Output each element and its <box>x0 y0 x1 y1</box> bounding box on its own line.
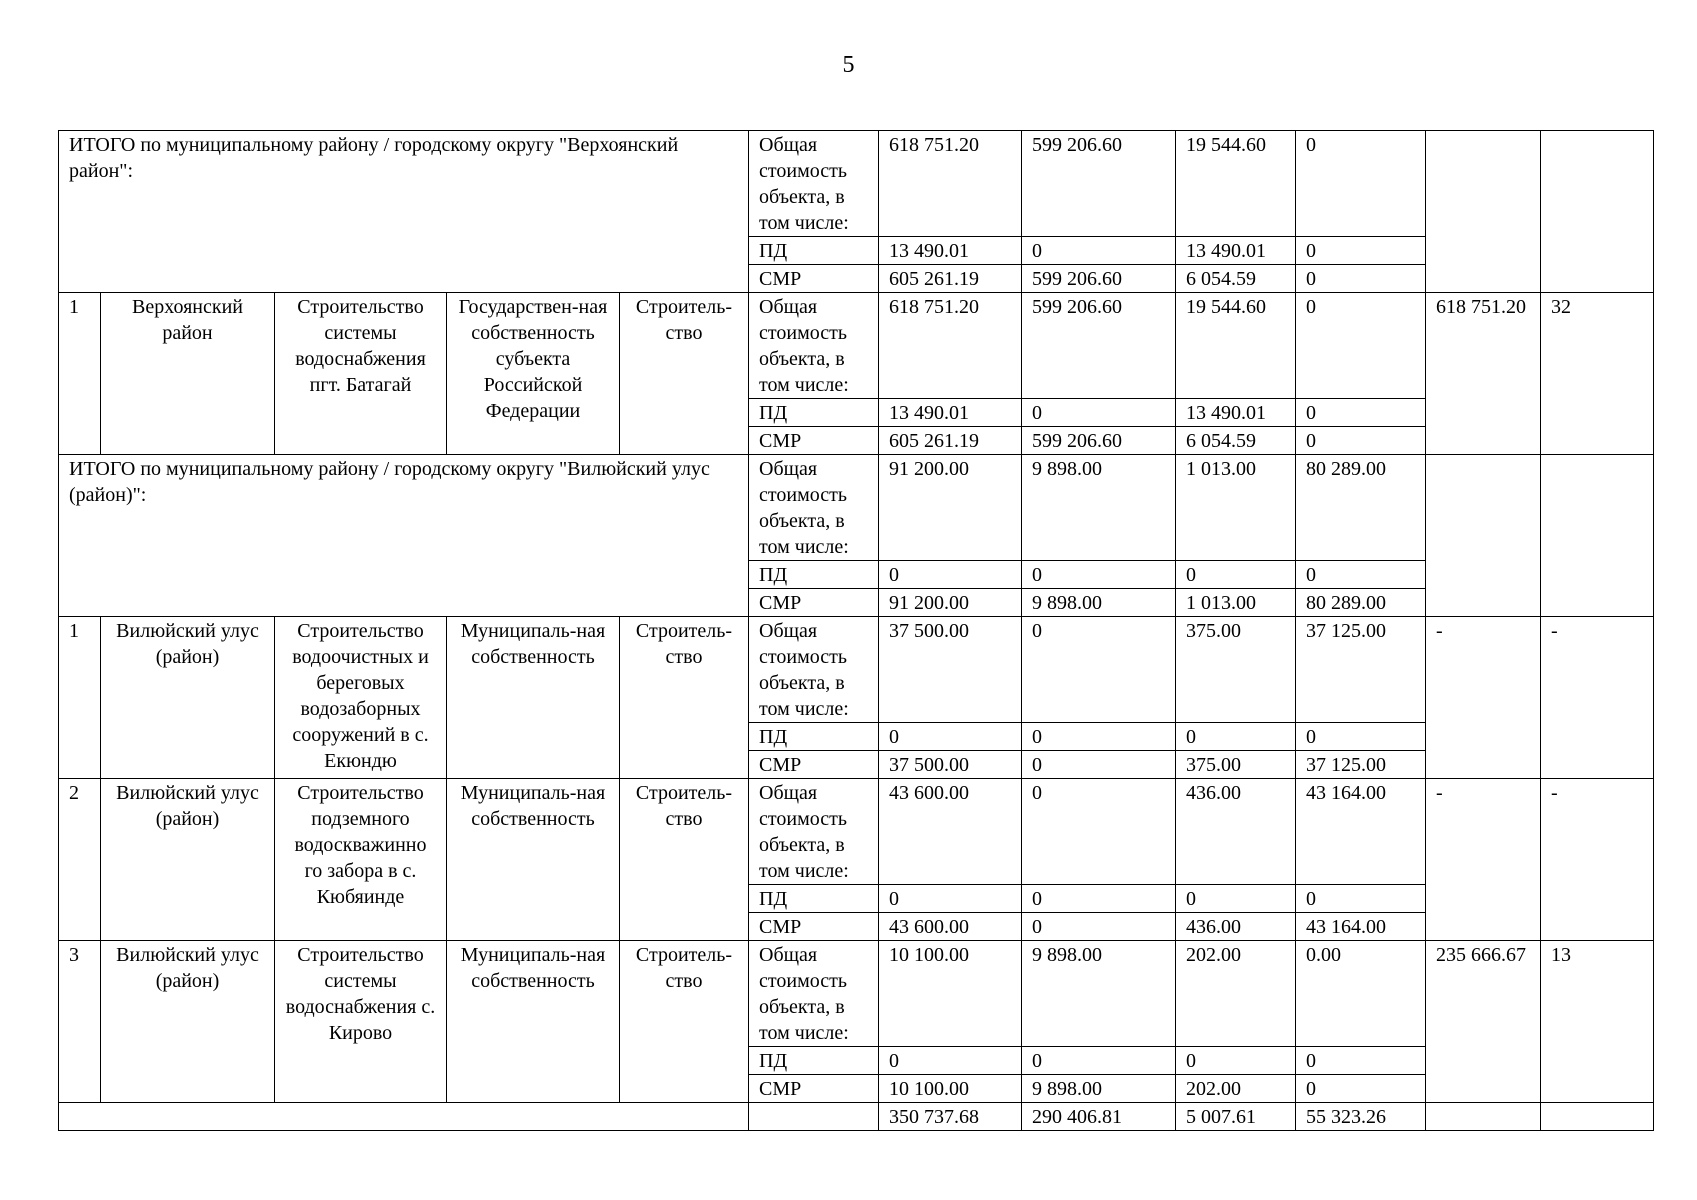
value-cell: 599 206.60 <box>1022 293 1176 399</box>
item-ownership: Муниципаль-ная собственность <box>447 617 620 779</box>
item-work-type: Строитель-ство <box>620 941 749 1103</box>
value-cell: 6 054.59 <box>1176 265 1296 293</box>
item-row <box>59 293 1654 399</box>
item-district: Вилюйский улус (район) <box>101 617 275 779</box>
value-cell: 0 <box>1022 237 1176 265</box>
value-cell: 0 <box>1022 779 1176 885</box>
value-cell: 599 206.60 <box>1022 427 1176 455</box>
section-extra-1 <box>1426 131 1541 293</box>
item-district: Вилюйский улус (район) <box>101 779 275 941</box>
row-label-total: Общая стоимость объекта, в том числе: <box>749 455 879 561</box>
item-number: 1 <box>59 293 101 455</box>
item-object: Строительство системы водоснабжения с. Кирово <box>275 941 447 1103</box>
item-ownership: Государствен-ная собственность субъекта Российской Федерации <box>447 293 620 455</box>
value-cell: 599 206.60 <box>1022 265 1176 293</box>
value-cell: 0 <box>1296 723 1426 751</box>
value-cell: 0 <box>1176 885 1296 913</box>
value-cell: 91 200.00 <box>879 589 1022 617</box>
item-number: 3 <box>59 941 101 1103</box>
value-cell: 0 <box>1022 617 1176 723</box>
value-cell: 0 <box>1176 723 1296 751</box>
value-cell: 436.00 <box>1176 913 1296 941</box>
value-cell: 0 <box>879 723 1022 751</box>
item-extra-1: 235 666.67 <box>1426 941 1541 1103</box>
value-cell: 350 737.68 <box>879 1103 1022 1131</box>
value-cell: 10 100.00 <box>879 1075 1022 1103</box>
value-cell: 0 <box>1022 751 1176 779</box>
value-cell: 43 600.00 <box>879 913 1022 941</box>
row-label-total: Общая стоимость объекта, в том числе: <box>749 941 879 1047</box>
value-cell: 0 <box>1296 561 1426 589</box>
row-label-pd: ПД <box>749 399 879 427</box>
value-cell: 13 490.01 <box>1176 237 1296 265</box>
value-cell: 19 544.60 <box>1176 131 1296 237</box>
value-cell: 0 <box>1176 1047 1296 1075</box>
value-cell: 0 <box>1022 399 1176 427</box>
value-cell: 436.00 <box>1176 779 1296 885</box>
row-label-total: Общая стоимость объекта, в том числе: <box>749 131 879 237</box>
value-cell: 0 <box>1022 885 1176 913</box>
page-number: 5 <box>842 52 855 78</box>
row-label-smr: СМР <box>749 427 879 455</box>
value-cell: 0 <box>1022 913 1176 941</box>
item-object: Строительство подземного водоскважинно го забора в с. Кюбяинде <box>275 779 447 941</box>
item-extra-1: - <box>1426 779 1541 941</box>
item-work-type: Строитель-ство <box>620 293 749 455</box>
value-cell: 6 054.59 <box>1176 427 1296 455</box>
item-row <box>59 941 1654 1047</box>
section-title: ИТОГО по муниципальному району / городскому округу "Вилюйский улус (район)": <box>59 455 749 617</box>
item-extra-1: 618 751.20 <box>1426 293 1541 455</box>
value-cell: 9 898.00 <box>1022 589 1176 617</box>
value-cell: 0 <box>1022 561 1176 589</box>
value-cell: 19 544.60 <box>1176 293 1296 399</box>
value-cell: 375.00 <box>1176 617 1296 723</box>
value-cell: 0 <box>1296 427 1426 455</box>
value-cell: 202.00 <box>1176 941 1296 1047</box>
row-label-total: Общая стоимость объекта, в том числе: <box>749 293 879 399</box>
row-label-total: Общая стоимость объекта, в том числе: <box>749 779 879 885</box>
item-district: Вилюйский улус (район) <box>101 941 275 1103</box>
section-extra-2 <box>1541 455 1654 617</box>
value-cell: 37 125.00 <box>1296 751 1426 779</box>
value-cell: 0 <box>1296 237 1426 265</box>
value-cell: 43 164.00 <box>1296 913 1426 941</box>
item-extra-2: - <box>1541 779 1654 941</box>
value-cell: 0 <box>1296 131 1426 237</box>
value-cell: 91 200.00 <box>879 455 1022 561</box>
row-label-smr: СМР <box>749 1075 879 1103</box>
row-label-pd: ПД <box>749 885 879 913</box>
row-label-pd: ПД <box>749 1047 879 1075</box>
row-label-smr: СМР <box>749 751 879 779</box>
item-extra-1: - <box>1426 617 1541 779</box>
value-cell: 0 <box>1176 561 1296 589</box>
investment-objects-table <box>58 130 1654 1131</box>
section-extra-2 <box>1541 131 1654 293</box>
value-cell: 599 206.60 <box>1022 131 1176 237</box>
value-cell: 43 164.00 <box>1296 779 1426 885</box>
value-cell: 5 007.61 <box>1176 1103 1296 1131</box>
item-row <box>59 779 1654 885</box>
value-cell: 290 406.81 <box>1022 1103 1176 1131</box>
value-cell: 13 490.01 <box>879 399 1022 427</box>
grand-total-empty <box>749 1103 879 1131</box>
value-cell: 13 490.01 <box>879 237 1022 265</box>
item-ownership: Муниципаль-ная собственность <box>447 941 620 1103</box>
value-cell: 43 600.00 <box>879 779 1022 885</box>
value-cell: 0 <box>879 1047 1022 1075</box>
value-cell: 1 013.00 <box>1176 589 1296 617</box>
item-number: 1 <box>59 617 101 779</box>
value-cell: 80 289.00 <box>1296 455 1426 561</box>
value-cell: 605 261.19 <box>879 427 1022 455</box>
section-title: ИТОГО по муниципальному району / городскому округу "Верхоянский район": <box>59 131 749 293</box>
value-cell: 375.00 <box>1176 751 1296 779</box>
item-extra-2: - <box>1541 617 1654 779</box>
value-cell: 37 500.00 <box>879 751 1022 779</box>
value-cell: 9 898.00 <box>1022 941 1176 1047</box>
item-ownership: Муниципаль-ная собственность <box>447 779 620 941</box>
row-label-smr: СМР <box>749 265 879 293</box>
value-cell: 0 <box>1022 723 1176 751</box>
grand-total-extra-2 <box>1541 1103 1654 1131</box>
value-cell: 10 100.00 <box>879 941 1022 1047</box>
value-cell: 55 323.26 <box>1296 1103 1426 1131</box>
value-cell: 0 <box>1296 293 1426 399</box>
row-label-smr: СМР <box>749 589 879 617</box>
value-cell: 0 <box>1296 399 1426 427</box>
item-extra-2: 13 <box>1541 941 1654 1103</box>
section-extra-1 <box>1426 455 1541 617</box>
value-cell: 37 500.00 <box>879 617 1022 723</box>
value-cell: 9 898.00 <box>1022 455 1176 561</box>
value-cell: 202.00 <box>1176 1075 1296 1103</box>
value-cell: 0 <box>879 885 1022 913</box>
value-cell: 0 <box>1296 885 1426 913</box>
row-label-total: Общая стоимость объекта, в том числе: <box>749 617 879 723</box>
value-cell: 0 <box>1296 265 1426 293</box>
row-label-smr: СМР <box>749 913 879 941</box>
item-object: Строительство водоочистных и береговых водозаборных сооружений в с. Екюндю <box>275 617 447 779</box>
value-cell: 80 289.00 <box>1296 589 1426 617</box>
row-label-pd: ПД <box>749 723 879 751</box>
item-number: 2 <box>59 779 101 941</box>
value-cell: 9 898.00 <box>1022 1075 1176 1103</box>
value-cell: 0 <box>1296 1075 1426 1103</box>
item-work-type: Строитель-ство <box>620 779 749 941</box>
value-cell: 605 261.19 <box>879 265 1022 293</box>
value-cell: 618 751.20 <box>879 131 1022 237</box>
section-total-row <box>59 455 1654 561</box>
grand-total-extra-1 <box>1426 1103 1541 1131</box>
value-cell: 0 <box>879 561 1022 589</box>
item-work-type: Строитель-ство <box>620 617 749 779</box>
row-label-pd: ПД <box>749 237 879 265</box>
value-cell: 0 <box>1022 1047 1176 1075</box>
item-district: Верхоянский район <box>101 293 275 455</box>
grand-total-row <box>59 1103 1654 1131</box>
value-cell: 1 013.00 <box>1176 455 1296 561</box>
value-cell: 13 490.01 <box>1176 399 1296 427</box>
value-cell: 0 <box>1296 1047 1426 1075</box>
section-total-row <box>59 131 1654 237</box>
item-object: Строительство системы водоснабжения пгт. Батагай <box>275 293 447 455</box>
value-cell: 37 125.00 <box>1296 617 1426 723</box>
item-extra-2: 32 <box>1541 293 1654 455</box>
item-row <box>59 617 1654 723</box>
grand-total-label <box>59 1103 749 1131</box>
value-cell: 618 751.20 <box>879 293 1022 399</box>
row-label-pd: ПД <box>749 561 879 589</box>
value-cell: 0.00 <box>1296 941 1426 1047</box>
